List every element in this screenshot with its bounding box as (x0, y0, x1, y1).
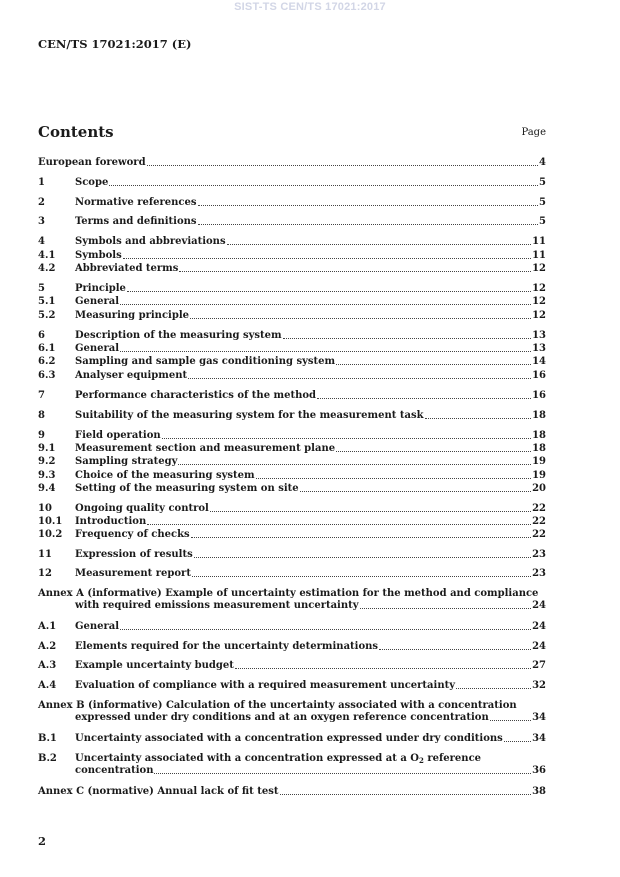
toc-title-text: Scope (75, 177, 109, 188)
toc-entry-number: 5.2 (38, 310, 56, 321)
toc-title-text: General (75, 343, 120, 354)
toc-entry-title (75, 600, 359, 612)
toc-dot-leader (336, 451, 531, 452)
toc-entry-page: 23 (532, 549, 546, 560)
toc-dot-leader (190, 318, 531, 319)
toc-dot-leader (123, 258, 531, 259)
toc-entry-page: 24 (532, 641, 546, 652)
toc-entry-number: 5 (38, 283, 45, 294)
toc-entry-title (75, 733, 503, 745)
toc-title-text: Annex A (informative) Example of uncertainty estimation for the method and compliance (38, 588, 539, 599)
toc-entry-number: A.4 (38, 680, 57, 691)
toc-title-text: Symbols (75, 250, 122, 261)
toc-title-line2: expressed under dry conditions and at an oxygen reference concentration (75, 712, 489, 723)
toc-entry-page: 11 (532, 250, 546, 261)
watermark: SIST-TS CEN/TS 17021:2017 (234, 1, 386, 13)
toc-title-text: Introduction (75, 516, 147, 527)
toc-entry-title (75, 516, 146, 528)
toc-dot-leader (490, 720, 531, 721)
toc-entry-page: 12 (532, 263, 546, 274)
toc-title-text: Evaluation of compliance with a required measurement uncertainty (75, 680, 456, 691)
toc-title-text: Principle (75, 283, 126, 294)
toc-dot-leader (317, 398, 531, 399)
toc-title-text: Abbreviated terms (75, 263, 179, 274)
toc-entry-title (75, 197, 197, 209)
toc-entry-number: 12 (38, 568, 52, 579)
toc-entry-title (75, 765, 153, 777)
toc-entry-number: 4 (38, 236, 45, 247)
toc-dot-leader (154, 773, 531, 774)
toc-entry-title (75, 660, 234, 672)
toc-entry-title (75, 390, 316, 402)
toc-dot-leader (191, 537, 531, 538)
toc-entry-title (38, 157, 146, 169)
toc-entry-title (75, 343, 119, 355)
toc-dot-leader (456, 688, 531, 689)
toc-entry-number: A.2 (38, 641, 57, 652)
toc-dot-leader (336, 364, 531, 365)
toc-title-line2: with required emissions measurement uncertainty (75, 600, 359, 611)
toc-entry-number: A.1 (38, 621, 57, 632)
toc-entry-page: 12 (532, 283, 546, 294)
toc-entry-title (75, 680, 455, 692)
toc-title-text: Sampling and sample gas conditioning system (75, 356, 336, 367)
toc-dot-leader (194, 557, 531, 558)
toc-entry-page: 24 (532, 600, 546, 611)
toc-title-text: Terms and definitions (75, 216, 197, 227)
toc-entry-number: 10 (38, 503, 52, 514)
toc-entry-number: 4.1 (38, 250, 56, 261)
toc-dot-leader (360, 608, 532, 609)
toc-entry-title (75, 250, 122, 262)
toc-entry-page: 23 (532, 568, 546, 579)
toc-title-text: Choice of the measuring system (75, 470, 255, 481)
toc-entry-page: 4 (539, 157, 546, 168)
toc-entry-page: 34 (532, 733, 546, 744)
toc-entry-title (75, 216, 197, 228)
page-title: Contents (38, 123, 114, 141)
toc-dot-leader (162, 438, 531, 439)
toc-entry-title (75, 356, 335, 368)
toc-entry-title (75, 177, 108, 189)
toc-entry-title (75, 410, 424, 422)
toc-entry-number: 9.2 (38, 456, 56, 467)
toc-title-text: Normative references (75, 197, 197, 208)
toc-entry-page: 19 (532, 456, 546, 467)
toc-title-text: Setting of the measuring system on site (75, 483, 299, 494)
toc-dot-leader (235, 668, 531, 669)
toc-dot-leader (127, 291, 531, 292)
toc-dot-leader (379, 649, 531, 650)
toc-entry-number: 8 (38, 410, 45, 421)
toc-entry-title (38, 588, 538, 600)
toc-entry-title (75, 568, 191, 580)
toc-entry-page: 18 (532, 430, 546, 441)
toc-entry-page: 13 (532, 343, 546, 354)
toc-entry-page: 5 (539, 216, 546, 227)
toc-entry-number: 1 (38, 177, 45, 188)
toc-entry-title (75, 283, 126, 295)
toc-dot-leader (280, 794, 532, 795)
toc-entry-page: 32 (532, 680, 546, 691)
toc-entry-page: 19 (532, 470, 546, 481)
toc-dot-leader (178, 464, 531, 465)
toc-entry-page: 12 (532, 296, 546, 307)
toc-title-text: General (75, 621, 120, 632)
toc-entry-number: 3 (38, 216, 45, 227)
toc-entry-number: B.2 (38, 753, 57, 764)
toc-entry-number: 6 (38, 330, 45, 341)
toc-entry-title (75, 330, 282, 342)
toc-entry-title (75, 456, 177, 468)
toc-dot-leader (120, 629, 531, 630)
toc-title-text: Suitability of the measuring system for the measurement task (75, 410, 424, 421)
toc-title-text: Measuring principle (75, 310, 189, 321)
toc-entry-title (75, 753, 481, 765)
toc-title-text: Performance characteristics of the method (75, 390, 317, 401)
page-number: 2 (38, 834, 47, 848)
toc-title-text: Field operation (75, 430, 161, 441)
toc-entry-page: 22 (532, 503, 546, 514)
toc-title-text: Expression of results (75, 549, 193, 560)
toc-dot-leader (256, 478, 531, 479)
toc-entry-page: 11 (532, 236, 546, 247)
toc-entry-title (75, 712, 489, 724)
toc-title-text: Uncertainty associated with a concentration expressed under dry conditions (75, 733, 503, 744)
toc-entry-page: 13 (532, 330, 546, 341)
toc-dot-leader (300, 491, 531, 492)
toc-title-text: Frequency of checks (75, 529, 190, 540)
toc-dot-leader (192, 576, 531, 577)
toc-entry-page: 24 (532, 621, 546, 632)
toc-entry-title (75, 443, 335, 455)
toc-dot-leader (188, 378, 531, 379)
toc-title-text: Symbols and abbreviations (75, 236, 226, 247)
toc-entry-title (75, 641, 378, 653)
toc-entry-number: A.3 (38, 660, 57, 671)
toc-dot-leader (109, 185, 538, 186)
toc-entry-number: 6.2 (38, 356, 56, 367)
toc-entry-number: 6.3 (38, 370, 56, 381)
toc-entry-page: 5 (539, 197, 546, 208)
toc-entry-page: 22 (532, 529, 546, 540)
toc-entry-page: 20 (532, 483, 546, 494)
toc-entry-title (75, 529, 190, 541)
toc-entry-title (75, 310, 189, 322)
toc-entry-number: 5.1 (38, 296, 56, 307)
toc-title-text: Analyser equipment (75, 370, 188, 381)
toc-title-text: General (75, 296, 120, 307)
toc-entry-page: 34 (532, 712, 546, 723)
toc-entry-page: 27 (532, 660, 546, 671)
toc-dot-leader (283, 338, 531, 339)
toc-dot-leader (210, 511, 531, 512)
toc-entry-title (75, 296, 119, 308)
toc-entry-number: 2 (38, 197, 45, 208)
toc-entry-title (75, 549, 193, 561)
toc-entry-page: 16 (532, 390, 546, 401)
toc-title-text: Sampling strategy (75, 456, 178, 467)
toc-entry-page: 18 (532, 410, 546, 421)
toc-dot-leader (147, 165, 538, 166)
toc-dot-leader (504, 741, 531, 742)
toc-entry-page: 22 (532, 516, 546, 527)
toc-dot-leader (227, 244, 531, 245)
page-column-label: Page (521, 127, 546, 138)
toc-entry-title (75, 370, 187, 382)
toc-title-subscript: 2 (419, 756, 424, 765)
toc-entry-title (38, 786, 279, 798)
toc-dot-leader (198, 205, 539, 206)
toc-title-text: European foreword (38, 157, 146, 168)
toc-dot-leader (198, 224, 539, 225)
toc-entry-number: 11 (38, 549, 52, 560)
toc-entry-page: 16 (532, 370, 546, 381)
toc-entry-page: 12 (532, 310, 546, 321)
toc-title-text: Annex C (normative) Annual lack of fit test (38, 786, 279, 797)
toc-dot-leader (120, 304, 531, 305)
toc-title-text: Measurement section and measurement plane (75, 443, 336, 454)
toc-title-line2: concentration (75, 765, 154, 776)
toc-entry-title (75, 430, 161, 442)
toc-entry-number: B.1 (38, 733, 57, 744)
toc-title-text: Elements required for the uncertainty determinations (75, 641, 379, 652)
toc-title-text: Description of the measuring system (75, 330, 282, 341)
toc-title-continued: reference (423, 753, 482, 764)
toc-entry-title (38, 700, 517, 712)
toc-entry-number: 9 (38, 430, 45, 441)
toc-entry-page: 38 (532, 786, 546, 797)
toc-entry-number: 9.1 (38, 443, 56, 454)
toc-dot-leader (147, 524, 531, 525)
toc-entry-title (75, 503, 209, 515)
toc-entry-number: 10.2 (38, 529, 63, 540)
toc-entry-page: 36 (532, 765, 546, 776)
toc-entry-title (75, 236, 226, 248)
toc-entry-page: 5 (539, 177, 546, 188)
document-id: CEN/TS 17021:2017 (E) (38, 37, 192, 51)
toc-title-text: Annex B (informative) Calculation of the uncertainty associated with a concentration (38, 700, 517, 711)
toc-dot-leader (179, 271, 531, 272)
toc-entry-page: 14 (532, 356, 546, 367)
toc-title-text: Example uncertainty budget (75, 660, 234, 671)
toc-title-text: Measurement report (75, 568, 191, 579)
toc-entry-title (75, 483, 299, 495)
toc-entry-number: 9.4 (38, 483, 56, 494)
toc-entry-number: 10.1 (38, 516, 63, 527)
toc-entry-page: 18 (532, 443, 546, 454)
toc-entry-title (75, 470, 255, 482)
toc-title-text: Uncertainty associated with a concentration expressed at a O (75, 753, 420, 764)
toc-entry-number: 4.2 (38, 263, 56, 274)
toc-entry-number: 9.3 (38, 470, 56, 481)
toc-entry-title (75, 263, 178, 275)
toc-entry-number: 6.1 (38, 343, 56, 354)
toc-entry-title (75, 621, 119, 633)
toc-title-text: Ongoing quality control (75, 503, 209, 514)
toc-entry-number: 7 (38, 390, 45, 401)
toc-dot-leader (425, 418, 532, 419)
toc-dot-leader (120, 351, 531, 352)
